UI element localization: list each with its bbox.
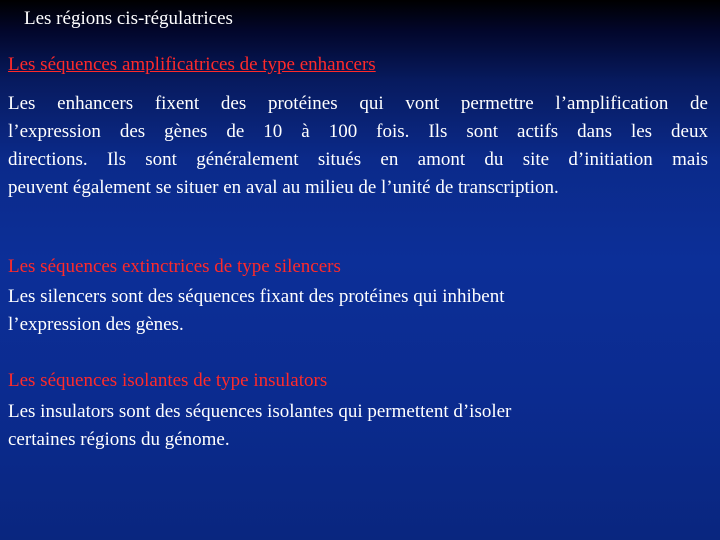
body-line: l’expression des gènes de 10 à 100 fois. Ils sont actifs dans les deux [8,121,708,142]
body-line: directions. Ils sont généralement situés en amont du site d’initiation mais [8,149,708,170]
section-body-insulators [8,398,688,454]
section-heading-enhancers: Les séquences amplificatrices de type enhancers [8,54,376,75]
body-line: Les enhancers fixent des protéines qui vont permettre l’amplification de [8,93,708,114]
body-line: certaines régions du génome. [8,429,230,450]
body-line: Les silencers sont des séquences fixant des protéines qui inhibent [8,286,505,307]
section-heading-silencers: Les séquences extinctrices de type silencers [8,256,341,277]
section-body-enhancers [8,90,708,202]
slide-title: Les régions cis-régulatrices [24,8,233,29]
body-line: Les insulators sont des séquences isolantes qui permettent d’isoler [8,401,512,422]
section-heading-insulators: Les séquences isolantes de type insulators [8,370,328,391]
body-line: l’expression des gènes. [8,314,184,335]
body-line: peuvent également se situer en aval au milieu de l’unité de transcription. [8,177,559,198]
section-body-silencers [8,283,688,339]
